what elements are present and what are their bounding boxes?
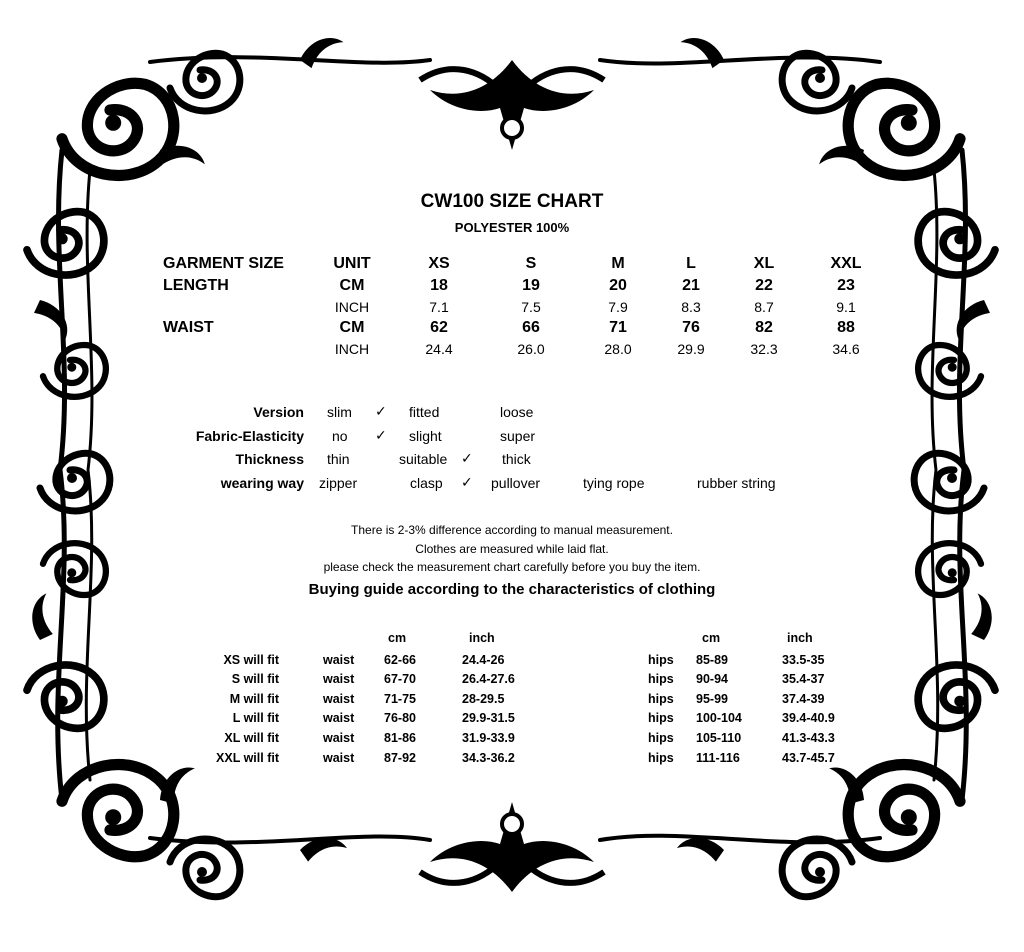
fit-waist-inch: 34.3-36.2 bbox=[462, 751, 515, 765]
table-cell: 20 bbox=[609, 277, 627, 294]
note-line: There is 2-3% difference according to manual measurement. bbox=[351, 523, 673, 537]
header-size-l: L bbox=[686, 255, 696, 272]
fit-hips-label: hips bbox=[648, 751, 674, 765]
fit-waist-label: waist bbox=[323, 711, 355, 725]
header-size-xs: XS bbox=[428, 255, 450, 272]
note-line: please check the measurement chart carefully before you buy the item. bbox=[323, 560, 701, 574]
fit-header-hips-inch: inch bbox=[787, 631, 813, 645]
table-cell: 23 bbox=[837, 277, 855, 294]
fit-hips-cm: 85-89 bbox=[696, 653, 728, 667]
fit-hips-inch: 39.4-40.9 bbox=[782, 711, 835, 725]
attr-option: slim bbox=[327, 404, 352, 420]
table-cell: 66 bbox=[522, 319, 540, 336]
table-cell: 34.6 bbox=[832, 341, 860, 357]
fit-hips-inch: 33.5-35 bbox=[782, 653, 825, 667]
table-cell: 32.3 bbox=[750, 341, 778, 357]
table-cell: 76 bbox=[682, 319, 700, 336]
fit-size-label: XS will fit bbox=[223, 653, 279, 667]
fit-hips-inch: 43.7-45.7 bbox=[782, 751, 835, 765]
table-cell: 29.9 bbox=[677, 341, 705, 357]
attr-option-selected: slight bbox=[409, 428, 442, 444]
table-cell-unit: CM bbox=[339, 319, 365, 336]
attr-option: tying rope bbox=[583, 475, 645, 491]
attr-option-selected: suitable bbox=[399, 451, 448, 467]
table-cell: 22 bbox=[755, 277, 773, 294]
fit-waist-cm: 67-70 bbox=[384, 672, 416, 686]
fit-waist-inch: 31.9-33.9 bbox=[462, 731, 515, 745]
fit-size-label: XL will fit bbox=[224, 731, 279, 745]
attr-option: zipper bbox=[319, 475, 358, 491]
row-label-waist: WAIST bbox=[163, 319, 214, 336]
fit-hips-label: hips bbox=[648, 653, 674, 667]
table-cell: 7.9 bbox=[608, 299, 628, 315]
header-size-xl: XL bbox=[753, 255, 775, 272]
fit-waist-inch: 28-29.5 bbox=[462, 692, 505, 706]
fit-waist-label: waist bbox=[323, 731, 355, 745]
table-cell: 26.0 bbox=[517, 341, 545, 357]
fit-waist-label: waist bbox=[323, 653, 355, 667]
fit-waist-inch: 29.9-31.5 bbox=[462, 711, 515, 725]
table-cell-unit: INCH bbox=[334, 341, 370, 357]
fit-waist-inch: 26.4-27.6 bbox=[462, 672, 515, 686]
attr-label-thickness: Thickness bbox=[235, 451, 304, 467]
fit-hips-label: hips bbox=[648, 731, 674, 745]
attr-option-selected: fitted bbox=[409, 404, 440, 420]
header-garment-size: GARMENT SIZE bbox=[163, 255, 284, 272]
fit-size-label: L will fit bbox=[232, 711, 279, 725]
fit-waist-cm: 81-86 bbox=[384, 731, 416, 745]
attr-label-fabric-elasticity: Fabric-Elasticity bbox=[195, 428, 304, 444]
chart-subtitle: POLYESTER 100% bbox=[454, 220, 570, 235]
attr-option: loose bbox=[500, 404, 534, 420]
table-cell: 7.1 bbox=[429, 299, 449, 315]
fit-size-label: M will fit bbox=[229, 692, 279, 706]
attr-option: thin bbox=[327, 451, 350, 467]
fit-hips-cm: 95-99 bbox=[696, 692, 728, 706]
check-icon: ✓ bbox=[375, 427, 387, 443]
fit-hips-cm: 100-104 bbox=[696, 711, 742, 725]
table-cell: 19 bbox=[522, 277, 540, 294]
fit-hips-inch: 35.4-37 bbox=[782, 672, 825, 686]
attr-option: pullover bbox=[491, 475, 541, 491]
fit-size-label: S will fit bbox=[231, 672, 279, 686]
fit-header-waist-inch: inch bbox=[469, 631, 495, 645]
fit-hips-inch: 37.4-39 bbox=[782, 692, 825, 706]
attr-label-wearing-way: wearing way bbox=[220, 475, 304, 491]
attr-option: thick bbox=[502, 451, 531, 467]
table-cell: 7.5 bbox=[521, 299, 541, 315]
check-icon: ✓ bbox=[375, 403, 387, 419]
fit-header-hips-cm: cm bbox=[702, 631, 721, 645]
table-cell: 71 bbox=[609, 319, 627, 336]
fit-hips-label: hips bbox=[648, 672, 674, 686]
attr-option-selected: clasp bbox=[410, 475, 443, 491]
fit-hips-label: hips bbox=[648, 692, 674, 706]
fit-hips-cm: 90-94 bbox=[696, 672, 728, 686]
attr-option: no bbox=[332, 428, 348, 444]
table-cell: 8.7 bbox=[754, 299, 774, 315]
fit-waist-label: waist bbox=[323, 692, 355, 706]
table-cell-unit: CM bbox=[339, 277, 365, 294]
table-cell: 9.1 bbox=[836, 299, 856, 315]
fit-waist-label: waist bbox=[323, 672, 355, 686]
fit-waist-label: waist bbox=[323, 751, 355, 765]
fit-hips-cm: 111-116 bbox=[696, 751, 740, 765]
header-size-s: S bbox=[525, 255, 537, 272]
row-label-length: LENGTH bbox=[163, 277, 229, 294]
fit-hips-inch: 41.3-43.3 bbox=[782, 731, 835, 745]
table-cell: 21 bbox=[682, 277, 700, 294]
table-cell: 82 bbox=[755, 319, 773, 336]
fit-waist-cm: 76-80 bbox=[384, 711, 416, 725]
table-cell: 24.4 bbox=[425, 341, 453, 357]
header-size-xxl: XXL bbox=[830, 255, 862, 272]
check-icon: ✓ bbox=[461, 450, 473, 466]
table-cell-unit: INCH bbox=[334, 299, 370, 315]
attr-option: super bbox=[500, 428, 536, 444]
table-cell: 28.0 bbox=[604, 341, 632, 357]
table-cell: 18 bbox=[430, 277, 448, 294]
table-cell: 8.3 bbox=[681, 299, 701, 315]
fit-hips-label: hips bbox=[648, 711, 674, 725]
fit-waist-inch: 24.4-26 bbox=[462, 653, 505, 667]
fit-hips-cm: 105-110 bbox=[696, 731, 742, 745]
check-icon: ✓ bbox=[461, 474, 473, 490]
buying-guide-title: Buying guide according to the characteristics of clothing bbox=[308, 581, 716, 598]
header-size-m: M bbox=[611, 255, 625, 272]
fit-waist-cm: 71-75 bbox=[384, 692, 416, 706]
note-line: Clothes are measured while laid flat. bbox=[415, 542, 609, 556]
header-unit: UNIT bbox=[333, 255, 371, 272]
fit-waist-cm: 62-66 bbox=[384, 653, 416, 667]
chart-title: CW100 SIZE CHART bbox=[420, 191, 604, 212]
table-cell: 62 bbox=[430, 319, 448, 336]
fit-size-label: XXL will fit bbox=[216, 751, 279, 765]
fit-waist-cm: 87-92 bbox=[384, 751, 416, 765]
fit-header-waist-cm: cm bbox=[388, 631, 407, 645]
attr-label-version: Version bbox=[253, 404, 304, 420]
attr-option: rubber string bbox=[697, 475, 776, 491]
table-cell: 88 bbox=[837, 319, 855, 336]
